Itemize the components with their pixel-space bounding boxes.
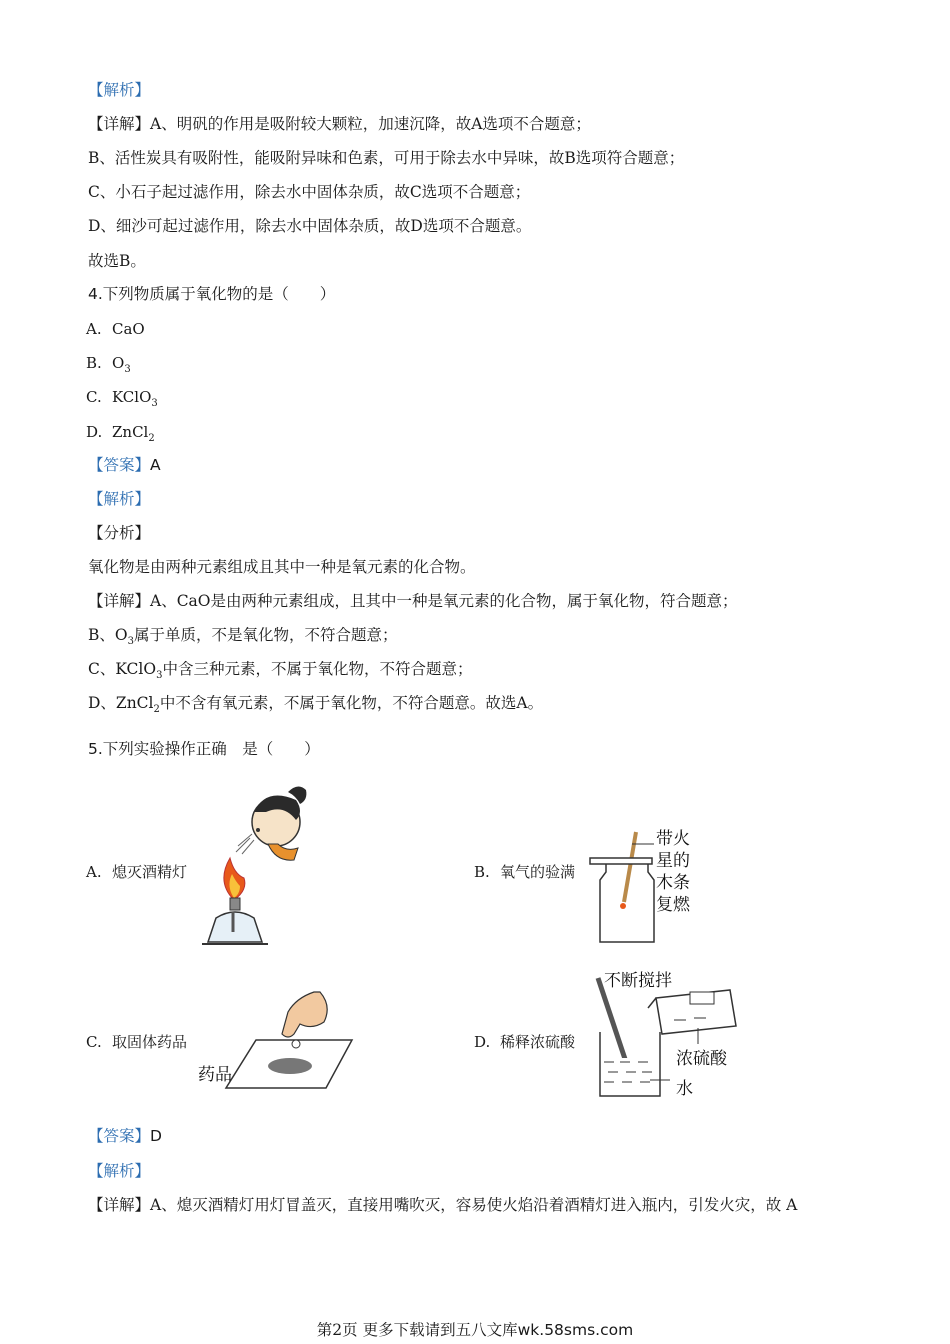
hand [282, 992, 327, 1037]
splint-glow [620, 903, 626, 909]
glass-plate [590, 858, 652, 864]
q4-stem-text: 下列物质属于氧化物的是（ ） [102, 285, 336, 303]
breath-lines [236, 834, 254, 854]
q4-detail-a: 【详解】A、CaO是由两种元素组成，且其中一种是氧元素的化合物，属于氧化物，符合题意； [88, 592, 738, 610]
q3-detail-d: D、细沙可起过滤作用，除去水中固体杂质，故D选项不合题意。 [88, 217, 532, 235]
q5-answer: 【答案】D [88, 1127, 162, 1145]
q5-analysis-tag: 【解析】 [88, 1162, 151, 1180]
label-b-2: 星的 [656, 851, 690, 871]
label-d-stir: 不断搅拌 [604, 971, 672, 991]
figure-take-solid [196, 988, 360, 1100]
page-number: 第2页 [316, 1321, 358, 1339]
q4-option-a: A. CaO [86, 320, 145, 338]
q5-option-d: D. 稀释浓硫酸 [474, 1033, 576, 1051]
q3-detail-c: C、小石子起过滤作用，除去水中固体杂质，故C选项不合题意； [88, 183, 531, 201]
q4-fenxi: 氧化物是由两种元素组成且其中一种是氧元素的化合物。 [88, 558, 476, 576]
label-b-1: 带火 [656, 829, 690, 849]
beaker-water-bg [601, 1058, 659, 1095]
q4-detail-d: D、ZnCl$_2$中不含有氧元素，不属于氧化物，不符合题意。故选A。 [88, 694, 544, 716]
acid-bottle-label [690, 992, 714, 1004]
label-c: 药品 [198, 1065, 232, 1085]
q5-detail-a: 【详解】A、熄灭酒精灯用灯冒盖灭，直接用嘴吹灭，容易使火焰沿着酒精灯进入瓶内，引发火灾，故 A [88, 1196, 798, 1214]
footer-url[interactable]: wk.58sms.com [517, 1321, 634, 1339]
lamp-cap [230, 898, 240, 910]
q3-detail-a: 【详解】A、明矾的作用是吸附较大颗粒，加速沉降，故A选项不合题意； [88, 115, 591, 133]
splint [624, 832, 636, 902]
q5-option-b: B. 氧气的验满 [474, 863, 576, 881]
q4-analysis-tag: 【解析】 [88, 490, 151, 508]
q5-number: 5. [88, 740, 103, 758]
q4-stem [88, 283, 335, 305]
q5-stem [88, 738, 320, 760]
q3-detail-b: B、活性炭具有吸附性，能吸附异味和色素，可用于除去水中异味，故B选项符合题意； [88, 149, 685, 167]
q4-fenxi-tag: 【分析】 [88, 524, 151, 542]
figure-blow-out-lamp [196, 782, 316, 948]
figure-dilute-acid [590, 968, 750, 1106]
powder [268, 1058, 312, 1074]
q4-number: 4. [88, 285, 103, 303]
q4-answer: 【答案】A [88, 456, 161, 474]
q4-option-c: C. KClO$_3$ [86, 388, 158, 409]
q5-option-c: C. 取固体药品 [86, 1033, 188, 1051]
figure-oxygen-test [584, 822, 704, 948]
q3-analysis-tag: 【解析】 [88, 81, 151, 99]
child-shirt [268, 844, 298, 860]
q3-conclusion: 故选B。 [88, 252, 146, 270]
label-d-acid: 浓硫酸 [676, 1049, 727, 1069]
child-mouth [256, 828, 260, 832]
lamp-body [208, 912, 262, 942]
q5-stem-text: 下列实验操作正确 是（ ） [102, 740, 320, 758]
q4-option-b: B. $O_3$ [86, 354, 131, 375]
pellet [292, 1040, 300, 1048]
q4-option-d: D. ZnCl$_2$ [86, 423, 155, 444]
q5-option-a: A. 熄灭酒精灯 [86, 863, 188, 881]
label-b-3: 木条 [656, 873, 690, 893]
footer-more: 更多下载请到五八文库 [362, 1321, 518, 1339]
q4-detail-b: B、$O_3$属于单质，不是氧化物，不符合题意； [88, 626, 398, 648]
acid-stream [648, 998, 656, 1008]
q4-detail-c: C、KClO$_3$中含三种元素，不属于氧化物，不符合题意； [88, 660, 473, 682]
label-d-water: 水 [676, 1079, 693, 1099]
label-b-4: 复燃 [656, 895, 690, 915]
page-footer [0, 1318, 950, 1340]
